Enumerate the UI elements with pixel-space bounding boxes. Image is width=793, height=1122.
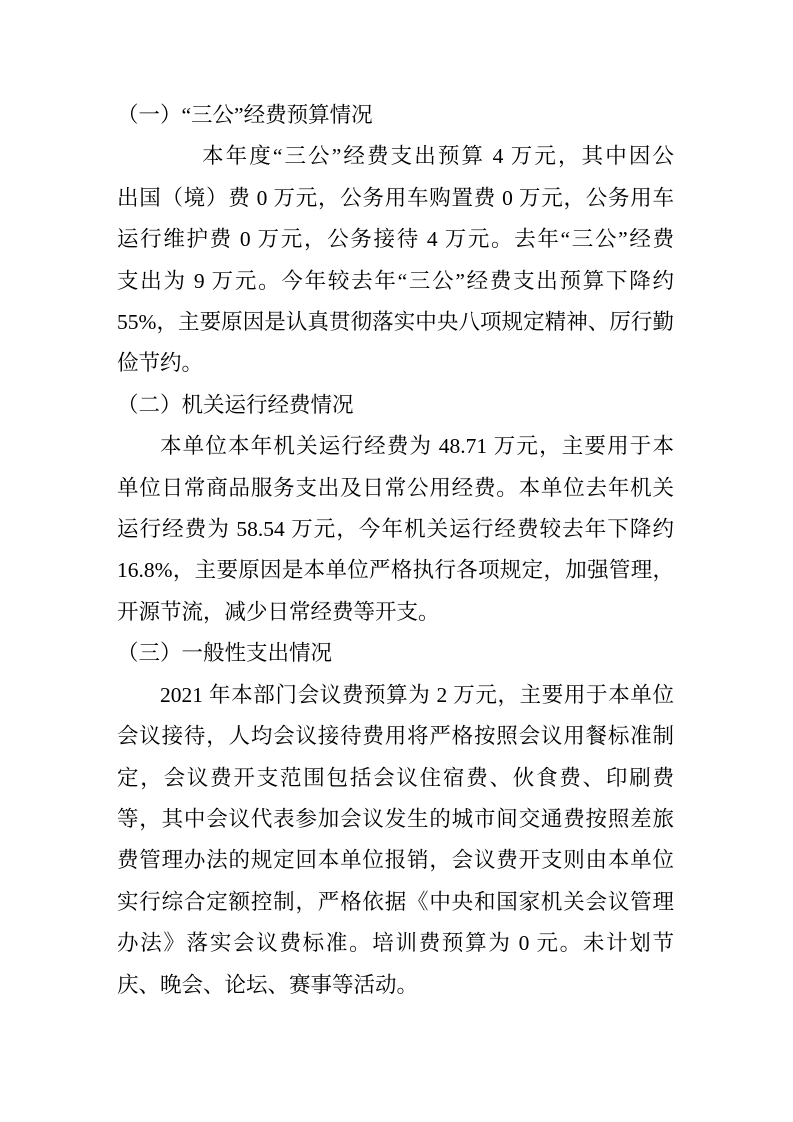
doc-line: 支出为 9 万元。今年较去年“三公”经费支出预算下降约: [117, 268, 674, 293]
doc-line: 费管理办法的规定回本单位报销，会议费开支则由本单位: [117, 848, 674, 873]
doc-line: 庆、晚会、论坛、赛事等活动。: [117, 972, 419, 997]
doc-line: 俭节约。: [117, 351, 204, 376]
doc-line: 办法》落实会议费标准。培训费预算为 0 元。未计划节: [117, 931, 674, 956]
doc-line: 55%，主要原因是认真贯彻落实中央八项规定精神、厉行勤: [117, 310, 674, 335]
doc-line: 等，其中会议代表参加会议发生的城市间交通费按照差旅: [117, 806, 674, 831]
section-sangong-budget: [117, 95, 674, 385]
doc-line: 2021 年本部门会议费预算为 2 万元，主要用于本单位: [160, 682, 674, 707]
section-heading: （三）一般性支出情况: [117, 641, 333, 666]
doc-line: 本年度“三公”经费支出预算 4 万元，其中因公: [202, 144, 674, 169]
section-general-expenditure: [117, 633, 674, 1006]
doc-line: 定，会议费开支范围包括会议住宿费、伙食费、印刷费: [117, 765, 674, 790]
doc-line: 运行经费为 58.54 万元，今年机关运行经费较去年下降约: [117, 517, 674, 542]
doc-line: 出国（境）费 0 万元，公务用车购置费 0 万元，公务用车: [117, 185, 674, 210]
doc-line: 16.8%，主要原因是本单位严格执行各项规定，加强管理，: [117, 558, 674, 583]
section-heading: （二）机关运行经费情况: [117, 392, 354, 417]
doc-line: 本单位本年机关运行经费为 48.71 万元，主要用于本: [160, 434, 674, 459]
document-body: [117, 95, 674, 1006]
doc-line: 运行维护费 0 万元，公务接待 4 万元。去年“三公”经费: [117, 227, 674, 252]
doc-line: 单位日常商品服务支出及日常公用经费。本单位去年机关: [117, 475, 674, 500]
doc-line: 实行综合定额控制，严格依据《中央和国家机关会议管理: [117, 889, 674, 914]
section-heading: （一）“三公”经费预算情况: [117, 103, 373, 127]
doc-line: 会议接待，人均会议接待费用将严格按照会议用餐标准制: [117, 724, 674, 749]
doc-line: 开源节流，减少日常经费等开支。: [117, 599, 440, 624]
section-agency-operating-costs: [117, 385, 674, 633]
